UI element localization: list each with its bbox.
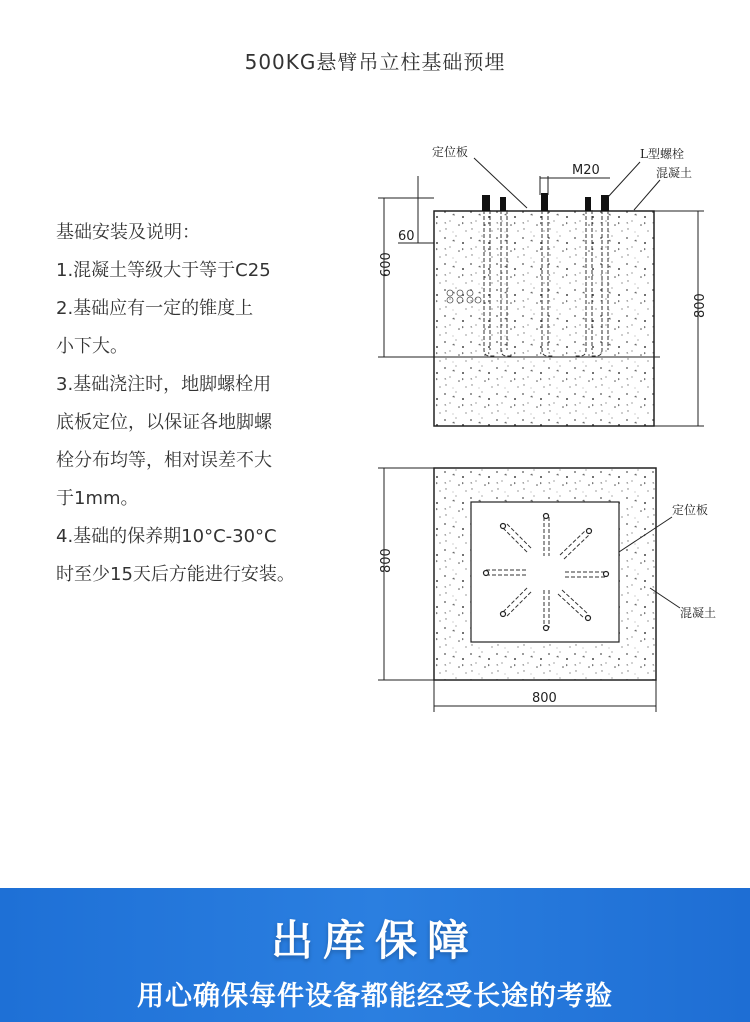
depth-dim: 600 xyxy=(379,252,394,277)
note-line: 底板定位，以保证各地脚螺 xyxy=(56,412,272,433)
plan-height-dim: 800 xyxy=(379,548,394,573)
note-line: 栓分布均等，相对误差不大 xyxy=(56,450,272,471)
section-total-dim: 800 xyxy=(693,293,708,318)
note-line: 1.混凝土等级大于等于C25 xyxy=(56,260,271,281)
note-line: 4.基础的保养期10°C-30°C xyxy=(56,526,277,547)
note-line: 2.基础应有一定的锥度上 xyxy=(56,298,254,319)
notes-heading: 基础安装及说明： xyxy=(56,222,200,243)
plan-concrete-label: 混凝土 xyxy=(680,606,717,620)
section-bolt-label: L型螺栓 xyxy=(640,147,684,161)
plan-plate-label: 定位板 xyxy=(672,503,709,517)
note-line: 3.基础浇注时，地脚螺栓用 xyxy=(56,374,272,395)
section-view xyxy=(378,144,708,426)
shipping-guarantee-banner xyxy=(0,888,750,1022)
section-concrete-label: 混凝土 xyxy=(656,166,693,180)
bolt-size-dim: M20 xyxy=(572,163,600,178)
plan-width-dim: 800 xyxy=(532,691,557,706)
top-dim: 60 xyxy=(398,229,415,244)
plan-view xyxy=(378,468,716,712)
note-line: 时至少15天后方能进行安装。 xyxy=(56,564,295,585)
note-line: 于1mm。 xyxy=(56,488,139,509)
banner-subtitle: 用心确保每件设备都能经受长途的考验 xyxy=(137,981,613,1012)
foundation-drawing xyxy=(360,130,740,730)
installation-notes xyxy=(56,214,346,594)
page-title: 500KG悬臂吊立柱基础预埋 xyxy=(244,50,506,74)
banner-title: 出库保障 xyxy=(270,916,479,965)
note-line: 小下大。 xyxy=(56,336,128,357)
section-plate-label: 定位板 xyxy=(432,145,469,159)
